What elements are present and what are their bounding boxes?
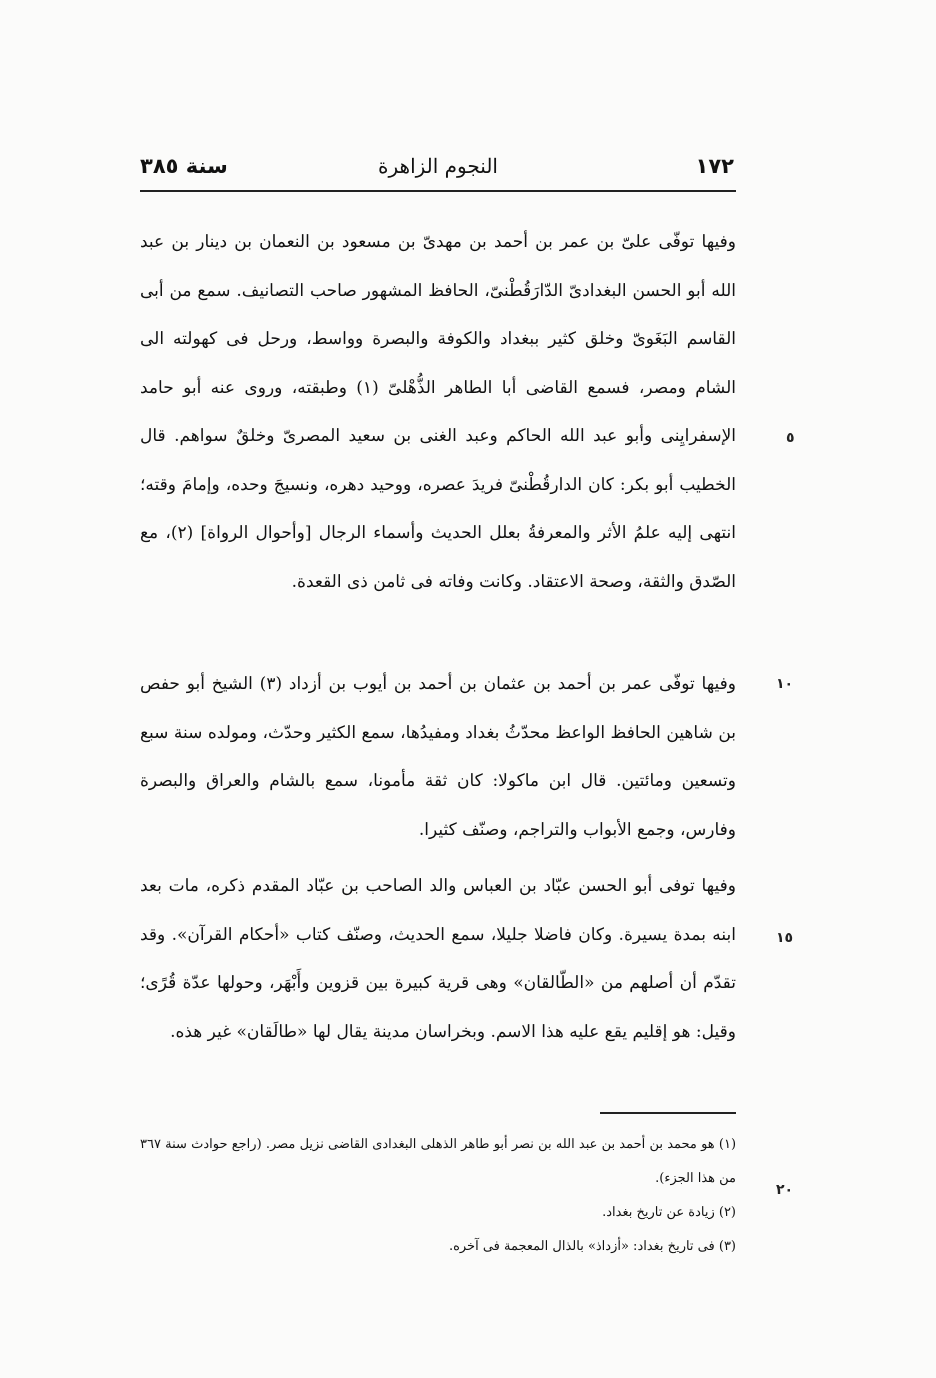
footnote-rule [600, 1112, 736, 1114]
line-number-15: ١٥ [776, 930, 794, 946]
footnotes [140, 1128, 736, 1264]
line-number-20: ٢٠ [776, 1182, 794, 1198]
footnote-1: (١) هو محمد بن أحمد بن عبد الله بن نصر أبو طاهر الذهلى البغدادى القاضى نزيل مصر. (راجع حوادث سنة ٣٦٧ من هذا الجزء). [140, 1137, 737, 1186]
footnote-3: (٣) فى تاريخ بغداد: «أزداذ» بالذال المعجمة فى آخره. [448, 1239, 736, 1254]
book-title: النجوم الزاهرة [378, 154, 498, 178]
line-number-5: ٥ [786, 430, 795, 446]
footnote-2: (٢) زيادة عن تاريخ بغداد. [602, 1205, 736, 1220]
paragraph-ibn-shahin [140, 660, 736, 854]
line-number-10: ١٠ [776, 676, 794, 692]
page-number: ١٧٢ [695, 154, 734, 178]
paragraph-ali-daraqutni [140, 218, 736, 606]
header-rule [140, 190, 736, 192]
running-header [140, 150, 736, 190]
paragraph-text: وفيها توفّى عمر بن أحمد بن عثمان بن أحمد بن أيوب بن أزداد (٣) الشيخ أبو حفص بن شاهين الحافظ الواعظ محدّثُ بغداد ومفيدُها، سمع الكثير وحدّث، ومولده سنة سبع وتسعين ومائتين. قال ابن ماكولا: كان ثقة مأمونا، سمع بالشام والعراق والبصرة وفارس، وجمع الأبواب والتراجم، وصنّف كثيرا. [140, 674, 737, 840]
paragraph-text: وفيها توفّى علىّ بن عمر بن أحمد بن مهدىّ بن مسعود بن النعمان بن دينار بن عبد الله أبو الحسن البغدادىّ الدّارَقُطْنىّ، الحافظ المشهور صاحب التصانيف. سمع من أبى القاسم البَغَوىّ وخلق كثير ببغداد والكوفة والبصرة وواسط، ورحل فى كهولته الى الشام ومصر، فسمع القاضى أبا الطاهر الذُّهْلىّ (١) وطبقته، وروى عنه أبو حامد الإسفرايِنى وأبو عبد الله الحاكم وعبد الغنى بن سعيد المصرىّ وخلقٌ سواهم. قال الخطيب أبو بكر: كان الدارقُطْنىّ فريدَ عصره، ووحيد دهره، ونسيجَ وحده، وإمامَ وقته؛ انتهى إليه علمُ الأثر والمعرفةُ بعلل الحديث وأسماء الرجال [وأحوال الرواة] (٢)، مع الصّدق والثقة، وصحة الاعتقاد. وكانت وفاته فى ثامن ذى القعدة. [140, 232, 736, 592]
year-label: سنة ٣٨٥ [140, 154, 228, 178]
paragraph-abbad [140, 862, 736, 1056]
paragraph-text: وفيها توفى أبو الحسن عبّاد بن العباس والد الصاحب بن عبّاد المقدم ذكره، مات بعد ابنه بمدة يسيرة. وكان فاضلا جليلا، سمع الحديث، وصنّف كتاب «أحكام القرآن». وقد تقدّم أن أصلهم من «الطّالقان» وهى قرية كبيرة بين قزوين وأَبْهَر، وحولها عدّة قُرًى؛ وقيل: هو إقليم يقع عليه هذا الاسم. وبخراسان مدينة يقال لها «طالَقان» غير هذه. [140, 876, 736, 1042]
